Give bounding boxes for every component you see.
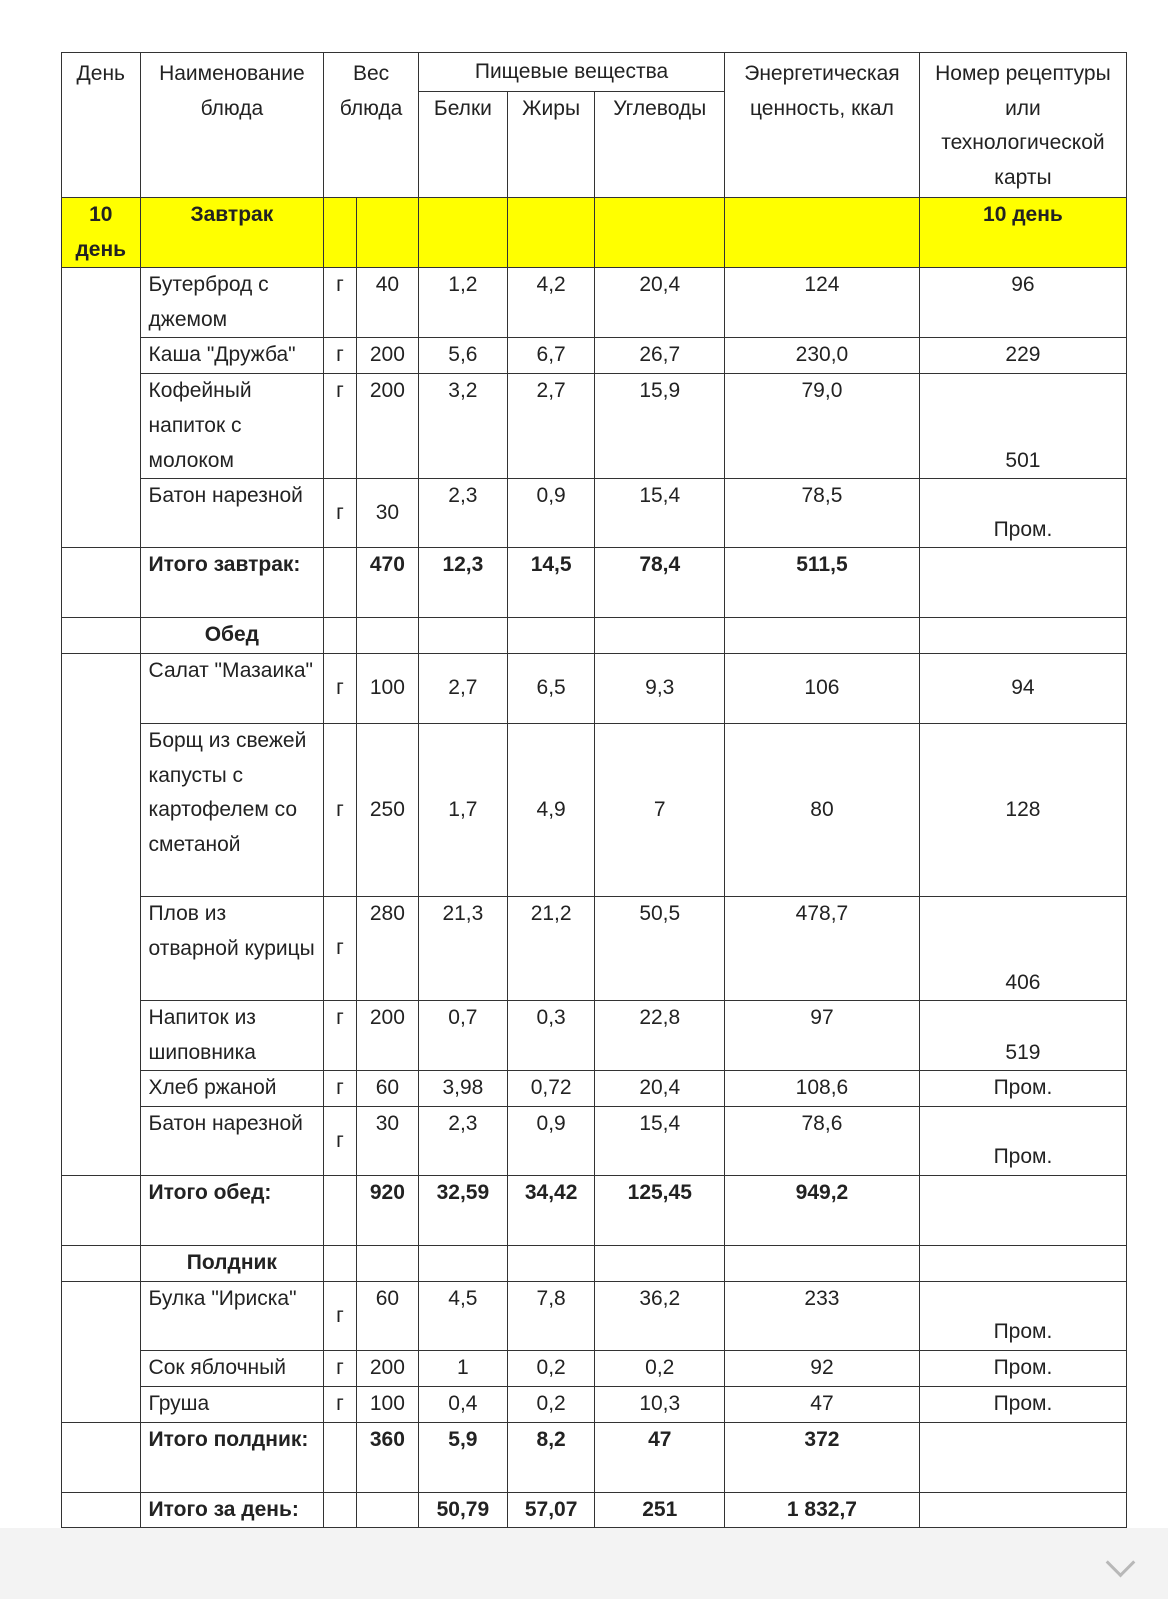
breakfast-heading-row	[62, 198, 1127, 268]
table-row: Напиток из шиповника г 200 0,7 0,3 22,8 97 519	[62, 1001, 1127, 1071]
header-carbs: Углеводы	[595, 92, 725, 198]
breakfast-title: Завтрак	[140, 198, 324, 268]
dish-name: Хлеб ржаной	[140, 1071, 324, 1107]
recipe-day-label: 10 день	[919, 198, 1126, 268]
header-energy: Энергетическая ценность, ккал	[725, 53, 920, 198]
table-row: Груша г 100 0,4 0,2 10,3 47 Пром.	[62, 1386, 1127, 1422]
dish-weight: 200	[356, 338, 418, 374]
breakfast-total-row: Итого завтрак: 470 12,3 14,5 78,4 511,5	[62, 548, 1127, 618]
table-row: Сок яблочный г 200 1 0,2 0,2 92 Пром.	[62, 1350, 1127, 1386]
snack-total-row: Итого полдник: 360 5,9 8,2 47 372	[62, 1422, 1127, 1492]
table-row: Борщ из свежей капусты с картофелем со сметаной г 250 1,7 4,9 7 80 128	[62, 724, 1127, 897]
day-total-label: Итого за день:	[140, 1492, 324, 1528]
total-label: Итого обед:	[140, 1175, 324, 1245]
day-total-row: Итого за день: 50,79 57,07 251 1 832,7	[62, 1492, 1127, 1528]
dish-name: Салат "Мазаика"	[140, 654, 324, 724]
table-row: Бутерброд с джемом г 40 1,2 4,2 20,4 124 96	[62, 268, 1127, 338]
header-protein: Белки	[419, 92, 508, 198]
total-label: Итого полдник:	[140, 1422, 324, 1492]
table-row: Плов из отварной курицы г 280 21,3 21,2 50,5 478,7 406	[62, 897, 1127, 1001]
snack-title: Полдник	[140, 1245, 324, 1281]
dish-name: Батон нарезной	[140, 479, 324, 548]
dish-name: Груша	[140, 1386, 324, 1422]
header-weight: Вес блюда	[324, 53, 419, 198]
header-nutrients: Пищевые вещества	[419, 53, 725, 92]
header-day: День	[62, 53, 141, 198]
table-row: Батон нарезной г 30 2,3 0,9 15,4 78,6 Пром.	[62, 1106, 1127, 1175]
bottom-bar	[0, 1528, 1168, 1599]
table-row: Кофейный напиток с молоком г 200 3,2 2,7 15,9 79,0 501	[62, 374, 1127, 479]
dish-name: Кофейный напиток с молоком	[140, 374, 324, 479]
header-recipe: Номер рецептуры или технологической карты	[919, 53, 1126, 198]
dish-weight: 30	[356, 1106, 418, 1175]
header-fat: Жиры	[507, 92, 595, 198]
dish-weight: 200	[356, 1350, 418, 1386]
lunch-title: Обед	[140, 618, 324, 654]
lunch-total-row: Итого обед: 920 32,59 34,42 125,45 949,2	[62, 1175, 1127, 1245]
dish-name: Батон нарезной	[140, 1106, 324, 1175]
table-row: Каша "Дружба" г 200 5,6 6,7 26,7 230,0 229	[62, 338, 1127, 374]
dish-weight: 200	[356, 374, 418, 479]
dish-weight: 250	[356, 724, 418, 897]
table-row: Хлеб ржаной г 60 3,98 0,72 20,4 108,6 Пром.	[62, 1071, 1127, 1107]
dish-name: Каша "Дружба"	[140, 338, 324, 374]
dish-name: Напиток из шиповника	[140, 1001, 324, 1071]
dish-name: Бутерброд с джемом	[140, 268, 324, 338]
dish-weight: 40	[356, 268, 418, 338]
dish-name: Сок яблочный	[140, 1350, 324, 1386]
dish-weight: 60	[356, 1071, 418, 1107]
menu-table	[61, 52, 1127, 1528]
header-dish-name: Наименование блюда	[140, 53, 324, 198]
table-row: Батон нарезной г 30 2,3 0,9 15,4 78,5 Пром.	[62, 479, 1127, 548]
dish-weight: 100	[356, 1386, 418, 1422]
table-row: Салат "Мазаика" г 100 2,7 6,5 9,3 106 94	[62, 654, 1127, 724]
dish-weight: 30	[356, 479, 418, 548]
dish-name: Борщ из свежей капусты с картофелем со сметаной	[140, 724, 324, 897]
dish-weight: 100	[356, 654, 418, 724]
lunch-heading-row	[62, 618, 1127, 654]
dish-weight: 200	[356, 1001, 418, 1071]
snack-heading-row	[62, 1245, 1127, 1281]
table-row: Булка "Ириска" г 60 4,5 7,8 36,2 233 Пром.	[62, 1281, 1127, 1350]
total-label: Итого завтрак:	[140, 548, 324, 618]
dish-name: Плов из отварной курицы	[140, 897, 324, 1001]
day-label: 10 день	[62, 198, 141, 268]
dish-weight: 60	[356, 1281, 418, 1350]
dish-name: Булка "Ириска"	[140, 1281, 324, 1350]
dish-weight: 280	[356, 897, 418, 1001]
